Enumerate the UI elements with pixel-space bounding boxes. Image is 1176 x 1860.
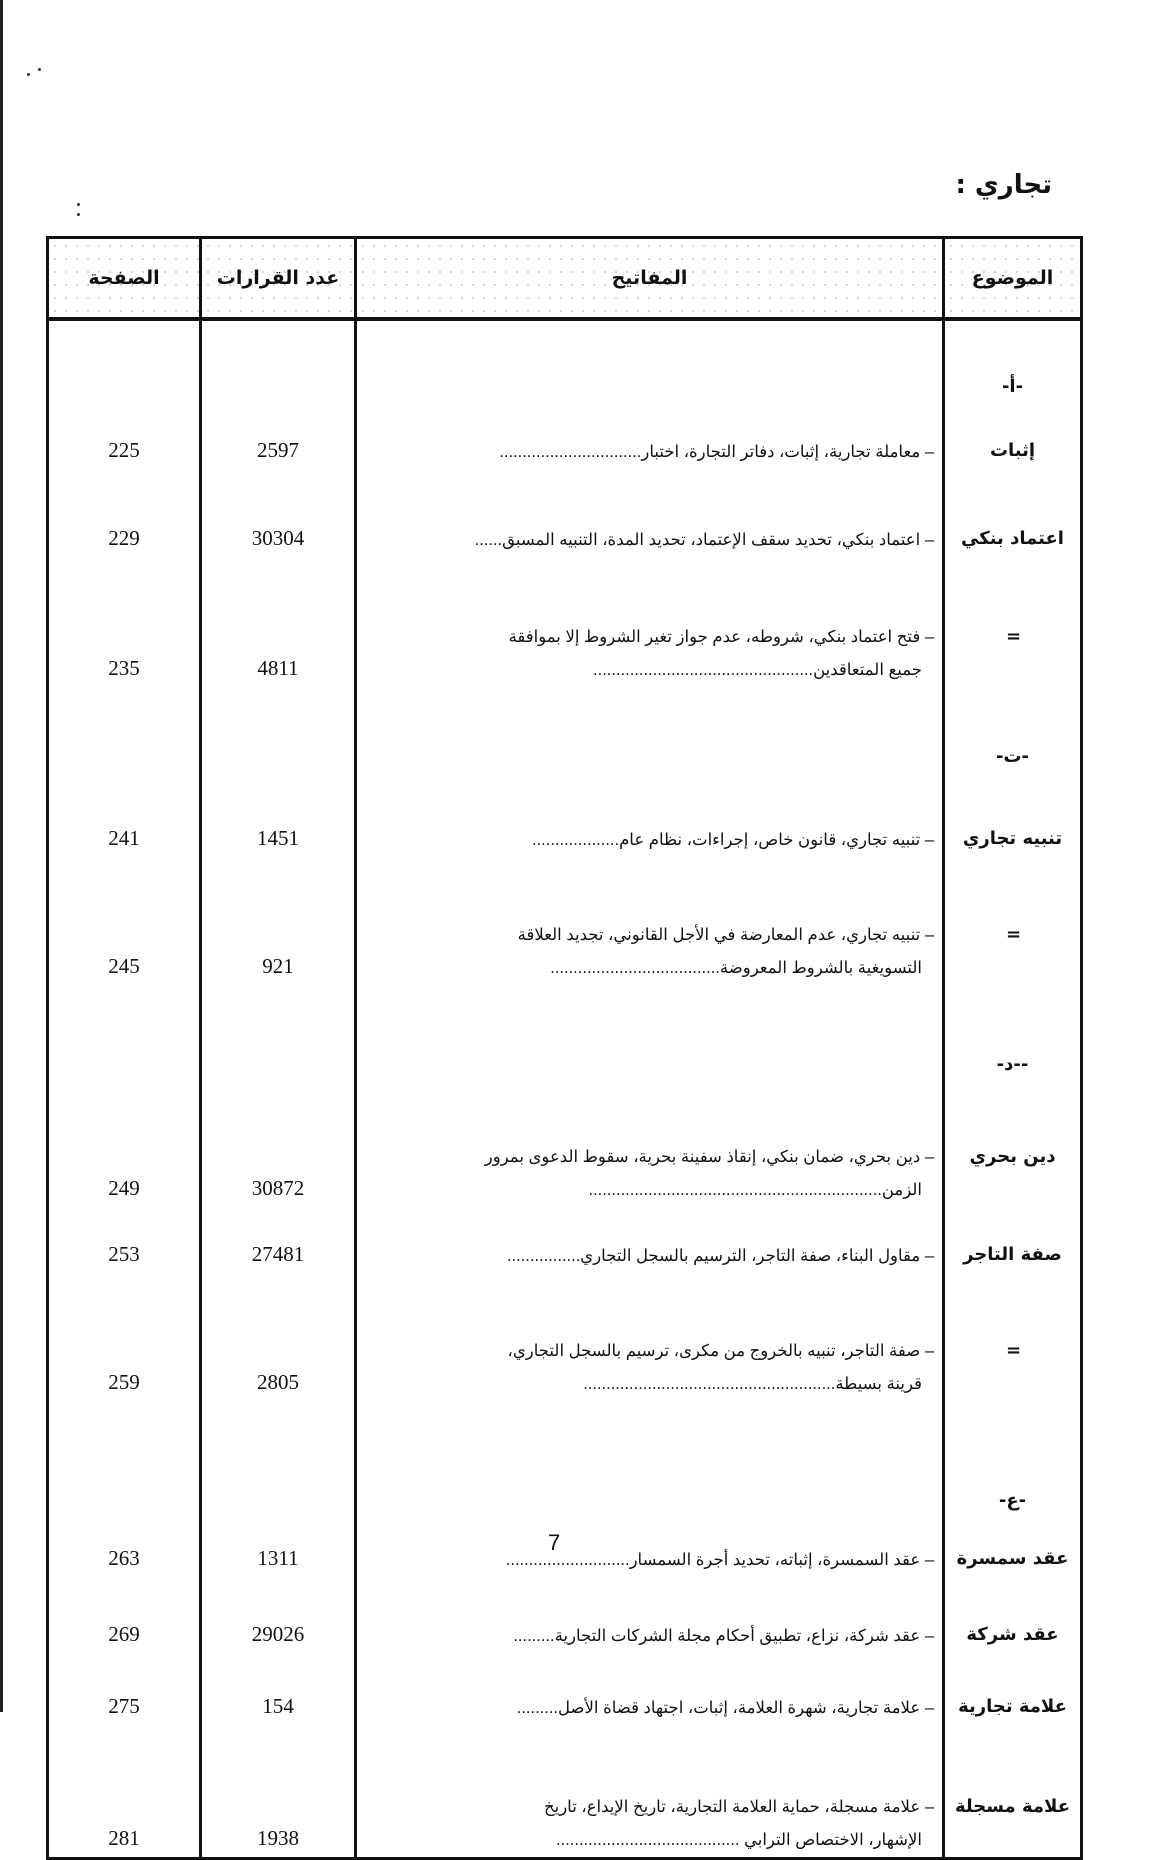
decision-count-cell: 29026: [201, 1577, 356, 1653]
decision-count-cell: 27481: [201, 1207, 356, 1273]
decision-count-cell: 921: [201, 857, 356, 985]
subject-cell: عقد شركة: [944, 1577, 1082, 1653]
page-cell: 245: [48, 857, 201, 985]
scan-speck: [27, 73, 30, 76]
decision-count-cell: [201, 319, 356, 397]
keywords-cell: [356, 319, 944, 397]
decision-count-cell: 2597: [201, 397, 356, 469]
page-cell: [48, 319, 201, 397]
keywords-cell: [356, 985, 944, 1075]
subject-cell: إثبات: [944, 397, 1082, 469]
keywords-line: – مقاول البناء، صفة التاجر، الترسيم بالسجل التجاري................: [506, 1247, 934, 1265]
letter-marker: --د-: [944, 985, 1082, 1075]
table-row: [48, 1577, 1082, 1653]
subject-cell: عقد سمسرة: [944, 1511, 1082, 1577]
page-cell: [48, 687, 201, 767]
keywords-line: – علامة تجارية، شهرة العلامة، إثبات، اجتهاد قضاة الأصل.........: [516, 1699, 934, 1717]
letter-marker: -أ-: [944, 319, 1082, 397]
decision-count-cell: 30872: [201, 1075, 356, 1207]
letter-divider-row: [48, 985, 1082, 1075]
page-cell: 249: [48, 1075, 201, 1207]
table-row: [48, 1207, 1082, 1273]
scan-speck: [77, 213, 80, 216]
letter-divider-row: [48, 1401, 1082, 1511]
keywords-cell: [356, 857, 944, 985]
subject-cell: تنبيه تجاري: [944, 767, 1082, 857]
keywords-line: – علامة مسجلة، حماية العلامة التجارية، تاريخ الإيداع، تاريخ: [543, 1798, 934, 1816]
page-cell: 225: [48, 397, 201, 469]
table-row: [48, 767, 1082, 857]
keywords-line: الإشهار، الاختصاص الترابي ........................................: [556, 1831, 922, 1849]
page-cell: [48, 985, 201, 1075]
keywords-line: قرينة بسيطة.......................................................: [583, 1375, 922, 1393]
page-cell: 281: [48, 1725, 201, 1859]
subject-cell: علامة مسجلة: [944, 1725, 1082, 1859]
page-cell: [48, 1401, 201, 1511]
keywords-cell: [356, 1075, 944, 1207]
table-row: [48, 857, 1082, 985]
table-row: [48, 469, 1082, 557]
table-header-row: [48, 238, 1082, 320]
decision-count-cell: 1938: [201, 1725, 356, 1859]
letter-marker: -ت-: [944, 687, 1082, 767]
keywords-cell: [356, 469, 944, 557]
decision-count-cell: 4811: [201, 557, 356, 687]
page-cell: 259: [48, 1273, 201, 1401]
letter-marker: -ع-: [944, 1401, 1082, 1511]
keywords-cell: [356, 1577, 944, 1653]
letter-divider-row: [48, 687, 1082, 767]
section-title: تجاري :: [955, 170, 1052, 200]
page-cell: 235: [48, 557, 201, 687]
decision-count-cell: 154: [201, 1653, 356, 1725]
keywords-cell: [356, 1401, 944, 1511]
decision-count-cell: 1311: [201, 1511, 356, 1577]
keywords-line: – عقد السمسرة، إثباته، تحديد أجرة السمسار...........................: [505, 1551, 934, 1569]
keywords-line: – دين بحري، ضمان بنكي، إنقاذ سفينة بحرية، سقوط الدعوى بمرور: [484, 1148, 934, 1166]
keywords-cell: [356, 397, 944, 469]
keywords-line: – معاملة تجارية، إثبات، دفاتر التجارة، اختبار...............................: [499, 443, 934, 461]
keywords-cell: [356, 1511, 944, 1577]
page-cell: 253: [48, 1207, 201, 1273]
table-row: [48, 1653, 1082, 1725]
keywords-cell: [356, 767, 944, 857]
subject-cell: علامة تجارية: [944, 1653, 1082, 1725]
page-cell: 263: [48, 1511, 201, 1577]
page-cell: 241: [48, 767, 201, 857]
keywords-line: – صفة التاجر، تنبيه بالخروج من مكرى، ترسيم بالسجل التجاري،: [507, 1342, 934, 1360]
table-row: [48, 1511, 1082, 1577]
table-row: [48, 1725, 1082, 1859]
ditto-mark: =: [944, 857, 1082, 985]
keywords-cell: [356, 687, 944, 767]
keywords-line: – اعتماد بنكي، تحديد سقف الإعتماد، تحديد المدة، التنبيه المسبق......: [474, 531, 934, 549]
header-keywords: المفاتيح: [356, 238, 944, 320]
keywords-cell: [356, 1273, 944, 1401]
decision-count-cell: 2805: [201, 1273, 356, 1401]
table-row: [48, 1075, 1082, 1207]
keywords-line: جميع المتعاقدين................................................: [593, 661, 922, 679]
keywords-line: الزمن................................................................: [588, 1181, 922, 1199]
decision-count-cell: 30304: [201, 469, 356, 557]
subject-cell: صفة التاجر: [944, 1207, 1082, 1273]
page-cell: 275: [48, 1653, 201, 1725]
ditto-mark: =: [944, 557, 1082, 687]
keywords-line: – تنبيه تجاري، عدم المعارضة في الأجل القانوني، تجديد العلاقة: [517, 926, 934, 944]
scan-page-edge: [0, 0, 3, 1712]
keywords-line: – تنبيه تجاري، قانون خاص، إجراءات، نظام عام...................: [531, 831, 934, 849]
subject-cell: اعتماد بنكي: [944, 469, 1082, 557]
decision-count-cell: [201, 1401, 356, 1511]
table-body: [48, 319, 1082, 1859]
decision-count-cell: [201, 985, 356, 1075]
page-number: 7: [548, 1530, 561, 1555]
page-cell: 229: [48, 469, 201, 557]
index-table: [46, 236, 1083, 1860]
letter-divider-row: [48, 319, 1082, 397]
header-decision-count: عدد القرارات: [201, 238, 356, 320]
header-subject: الموضوع: [944, 238, 1082, 320]
keywords-cell: [356, 557, 944, 687]
keywords-line: التسويغية بالشروط المعروضة.....................................: [550, 959, 922, 977]
subject-cell: دين بحري: [944, 1075, 1082, 1207]
page-cell: 269: [48, 1577, 201, 1653]
keywords-line: – عقد شركة، نزاع، تطبيق أحكام مجلة الشركات التجارية.........: [513, 1627, 934, 1645]
table-row: [48, 397, 1082, 469]
ditto-mark: =: [944, 1273, 1082, 1401]
scan-speck: [38, 68, 41, 71]
keywords-line: – فتح اعتماد بنكي، شروطه، عدم جواز تغير الشروط إلا بموافقة: [508, 628, 934, 646]
decision-count-cell: [201, 687, 356, 767]
keywords-cell: [356, 1653, 944, 1725]
keywords-cell: [356, 1725, 944, 1859]
header-page: الصفحة: [48, 238, 201, 320]
scan-speck: [77, 203, 80, 206]
keywords-cell: [356, 1207, 944, 1273]
decision-count-cell: 1451: [201, 767, 356, 857]
table-row: [48, 1273, 1082, 1401]
table-row: [48, 557, 1082, 687]
